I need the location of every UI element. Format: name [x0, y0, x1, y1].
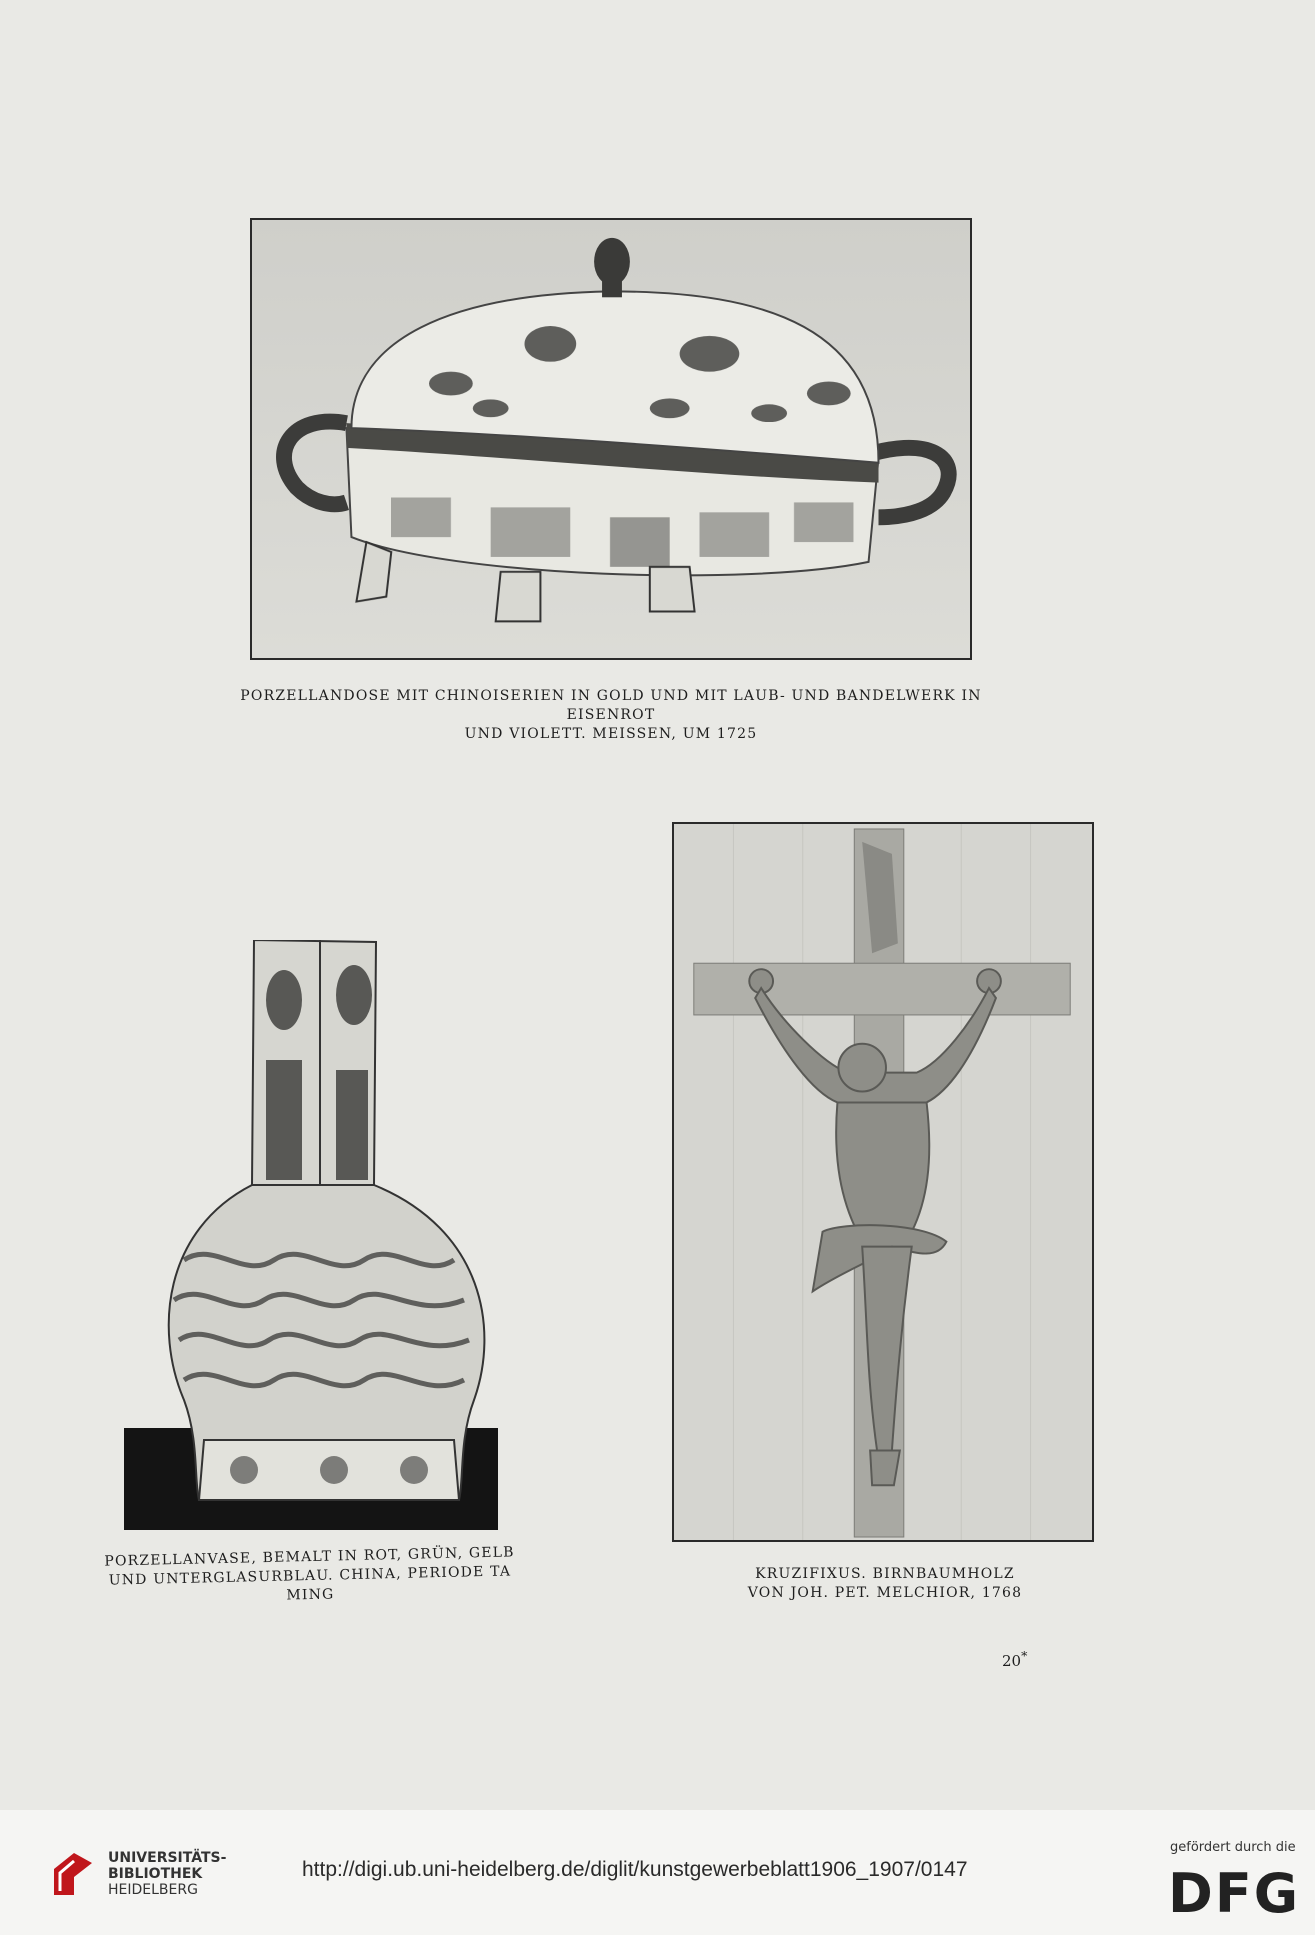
page-number-value: 20 [1002, 1652, 1022, 1670]
funding-note: gefördert durch die [1170, 1840, 1296, 1855]
library-name-line2: BIBLIOTHEK [108, 1866, 203, 1882]
caption-crucifix-line1: KRUZIFIXUS. BIRNBAUMHOLZ [755, 1566, 1015, 1582]
photo-crucifix [672, 822, 1094, 1542]
library-name-line3: HEIDELBERG [108, 1882, 198, 1898]
caption-crucifix-line2: VON JOH. PET. MELCHIOR, 1768 [747, 1585, 1023, 1601]
permalink-url[interactable]: http://digi.ub.uni-heidelberg.de/diglit/kunstgewerbeblatt1906_1907/0147 [302, 1858, 968, 1881]
page-number [1002, 1648, 1027, 1670]
caption-vase-line1: PORZELLANVASE, BEMALT IN ROT, GRÜN, GELB [104, 1544, 515, 1570]
caption-dish-line2: UND VIOLETT. MEISSEN, UM 1725 [464, 726, 758, 742]
caption-porcelain-vase [89, 1543, 530, 1610]
caption-crucifix [720, 1565, 1050, 1603]
dfg-logo: DFG [1168, 1862, 1301, 1925]
library-name-line1: UNIVERSITÄTS- [108, 1850, 227, 1866]
caption-porcelain-dish [200, 687, 1022, 744]
photo-porcelain-dish [250, 218, 972, 660]
page-number-mark: * [1021, 1648, 1028, 1663]
caption-vase-line2: UND UNTERGLASURBLAU. CHINA, PERIODE TA MING [108, 1563, 512, 1604]
caption-dish-line1: PORZELLANDOSE MIT CHINOISERIEN IN GOLD UND MIT LAUB- UND BANDELWERK IN EISENROT [240, 688, 982, 723]
photo-porcelain-vase [124, 940, 498, 1530]
ub-heidelberg-logo-icon [50, 1849, 96, 1901]
library-name [108, 1850, 226, 1898]
